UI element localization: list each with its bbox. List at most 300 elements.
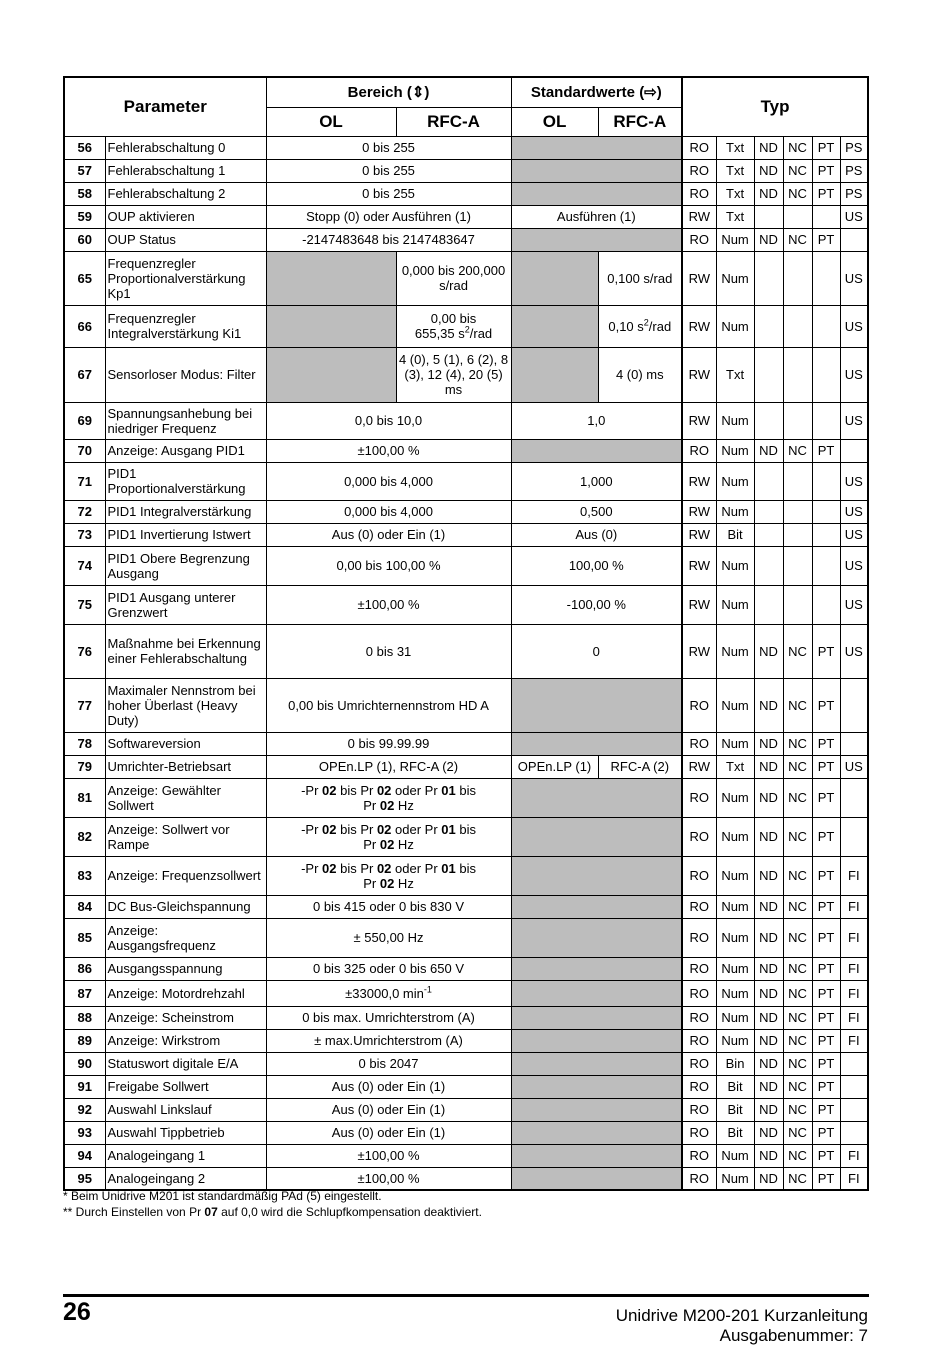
issue-number: Ausgabenummer: 7 <box>719 1326 868 1345</box>
type-flag: FI <box>840 1029 868 1052</box>
range-value: ±100,00 % <box>266 1167 511 1190</box>
default-value: Aus (0) <box>511 523 682 546</box>
type-flag: RO <box>682 778 716 817</box>
range-value: 0 bis 255 <box>266 182 511 205</box>
default-ol-empty <box>511 347 598 402</box>
range-value: ± max.Umrichterstrom (A) <box>266 1029 511 1052</box>
type-flag: RO <box>682 136 716 159</box>
type-flag: PT <box>812 182 840 205</box>
footnotes <box>63 1188 482 1220</box>
type-flag: RO <box>682 228 716 251</box>
default-empty <box>511 439 682 462</box>
default-empty <box>511 1098 682 1121</box>
table-row <box>64 228 868 251</box>
param-name: Spannungsanhebung bei niedriger Frequenz <box>105 402 266 439</box>
table-row <box>64 624 868 678</box>
type-flag: ND <box>754 1052 783 1075</box>
range-value: -Pr 02 bis Pr 02 oder Pr 01 bis Pr 02 Hz <box>266 778 511 817</box>
type-flag: US <box>840 523 868 546</box>
param-name: Maximaler Nennstrom bei hoher Überlast (Heavy Duty) <box>105 678 266 732</box>
type-flag: NC <box>783 678 812 732</box>
default-rfca: RFC-A (2) <box>598 755 682 778</box>
default-ol-empty <box>511 251 598 305</box>
table-row <box>64 1167 868 1190</box>
param-name: Anzeige: Gewählter Sollwert <box>105 778 266 817</box>
type-flag <box>754 462 783 500</box>
type-flag: NC <box>783 1098 812 1121</box>
param-name: Freigabe Sollwert <box>105 1075 266 1098</box>
param-number: 89 <box>64 1029 105 1052</box>
type-flag: RW <box>682 205 716 228</box>
type-flag <box>783 462 812 500</box>
type-flag: ND <box>754 624 783 678</box>
type-flag: Num <box>716 228 754 251</box>
type-flag: Txt <box>716 136 754 159</box>
type-flag: NC <box>783 136 812 159</box>
range-value: 0 bis 2047 <box>266 1052 511 1075</box>
header-defaults-ol: OL <box>511 107 598 136</box>
type-flag <box>840 1121 868 1144</box>
type-flag: NC <box>783 1006 812 1029</box>
param-number: 67 <box>64 347 105 402</box>
type-flag: NC <box>783 732 812 755</box>
table-row <box>64 402 868 439</box>
type-flag: Bit <box>716 1075 754 1098</box>
range-value: Aus (0) oder Ein (1) <box>266 1098 511 1121</box>
type-flag <box>812 462 840 500</box>
type-flag: RO <box>682 1052 716 1075</box>
range-ol-empty <box>266 251 396 305</box>
type-flag: US <box>840 462 868 500</box>
table-row <box>64 523 868 546</box>
type-flag: FI <box>840 918 868 957</box>
type-flag: ND <box>754 1075 783 1098</box>
type-flag: PT <box>812 1121 840 1144</box>
type-flag: Num <box>716 1167 754 1190</box>
type-flag <box>783 500 812 523</box>
type-flag: ND <box>754 980 783 1006</box>
table-row <box>64 1098 868 1121</box>
type-flag: RW <box>682 546 716 585</box>
type-flag: US <box>840 585 868 624</box>
default-empty <box>511 678 682 732</box>
param-name: Anzeige: Motordrehzahl <box>105 980 266 1006</box>
range-value: Aus (0) oder Ein (1) <box>266 1121 511 1144</box>
type-flag: US <box>840 251 868 305</box>
table-row <box>64 305 868 347</box>
type-flag: PT <box>812 1075 840 1098</box>
type-flag <box>840 1075 868 1098</box>
param-number: 74 <box>64 546 105 585</box>
type-flag <box>783 546 812 585</box>
default-ol-empty <box>511 305 598 347</box>
range-value: -Pr 02 bis Pr 02 oder Pr 01 bis Pr 02 Hz <box>266 817 511 856</box>
param-name: Analogeingang 2 <box>105 1167 266 1190</box>
type-flag <box>840 439 868 462</box>
type-flag: Txt <box>716 182 754 205</box>
table-row <box>64 856 868 895</box>
type-flag: RW <box>682 402 716 439</box>
range-value: 0 bis 31 <box>266 624 511 678</box>
type-flag <box>783 305 812 347</box>
range-ol-empty <box>266 347 396 402</box>
range-value: 0,000 bis 4,000 <box>266 462 511 500</box>
type-flag: ND <box>754 1098 783 1121</box>
param-name: Anzeige: Wirkstrom <box>105 1029 266 1052</box>
parameter-table <box>63 76 869 1191</box>
type-flag: RO <box>682 895 716 918</box>
type-flag: RO <box>682 732 716 755</box>
type-flag <box>840 778 868 817</box>
param-number: 83 <box>64 856 105 895</box>
type-flag: Num <box>716 918 754 957</box>
param-number: 70 <box>64 439 105 462</box>
type-flag <box>840 1098 868 1121</box>
type-flag: RO <box>682 918 716 957</box>
range-value: -Pr 02 bis Pr 02 oder Pr 01 bis Pr 02 Hz <box>266 856 511 895</box>
default-value: Ausführen (1) <box>511 205 682 228</box>
type-flag: Num <box>716 251 754 305</box>
type-flag: RO <box>682 1098 716 1121</box>
default-empty <box>511 182 682 205</box>
default-rfca: 0,100 s/rad <box>598 251 682 305</box>
type-flag: RO <box>682 1029 716 1052</box>
param-name: Analogeingang 1 <box>105 1144 266 1167</box>
range-value: 0 bis 255 <box>266 159 511 182</box>
table-row <box>64 732 868 755</box>
table-row <box>64 1052 868 1075</box>
param-number: 77 <box>64 678 105 732</box>
param-number: 93 <box>64 1121 105 1144</box>
table-row <box>64 136 868 159</box>
default-empty <box>511 980 682 1006</box>
type-flag: Bin <box>716 1052 754 1075</box>
table-row <box>64 159 868 182</box>
param-name: Maßnahme bei Erkennung einer Fehlerabschaltung <box>105 624 266 678</box>
type-flag: ND <box>754 1029 783 1052</box>
type-flag: NC <box>783 778 812 817</box>
header-parameter: Parameter <box>64 77 266 136</box>
type-flag: Bit <box>716 1098 754 1121</box>
type-flag <box>754 523 783 546</box>
type-flag: ND <box>754 1144 783 1167</box>
param-number: 60 <box>64 228 105 251</box>
default-rfca: 4 (0) ms <box>598 347 682 402</box>
type-flag: PT <box>812 856 840 895</box>
type-flag: NC <box>783 856 812 895</box>
table-row <box>64 1075 868 1098</box>
param-number: 79 <box>64 755 105 778</box>
range-value: 0 bis 325 oder 0 bis 650 V <box>266 957 511 980</box>
table-row <box>64 895 868 918</box>
footnote-2: ** Durch Einstellen von Pr 07 auf 0,0 wird die Schlupfkompensation deaktiviert. <box>63 1205 482 1219</box>
type-flag: ND <box>754 755 783 778</box>
default-ol: OPEn.LP (1) <box>511 755 598 778</box>
type-flag: Num <box>716 546 754 585</box>
default-empty <box>511 895 682 918</box>
range-value: Aus (0) oder Ein (1) <box>266 523 511 546</box>
type-flag: Num <box>716 1144 754 1167</box>
param-name: Anzeige: Ausgangsfrequenz <box>105 918 266 957</box>
type-flag: NC <box>783 1167 812 1190</box>
type-flag: PT <box>812 1167 840 1190</box>
param-name: Fehlerabschaltung 0 <box>105 136 266 159</box>
type-flag <box>783 585 812 624</box>
type-flag: US <box>840 205 868 228</box>
param-name: Frequenzregler Proportionalverstärkung Kp1 <box>105 251 266 305</box>
param-name: PID1 Proportionalverstärkung <box>105 462 266 500</box>
type-flag: ND <box>754 678 783 732</box>
type-flag: NC <box>783 159 812 182</box>
type-flag: Num <box>716 732 754 755</box>
param-name: Statuswort digitale E/A <box>105 1052 266 1075</box>
type-flag: ND <box>754 918 783 957</box>
range-value: ±33000,0 $\min^{-1}$ <box>266 980 511 1006</box>
type-flag: ND <box>754 228 783 251</box>
range-rfca: 0,00 bis 655,35 $s^2$/rad <box>396 305 511 347</box>
default-value: 100,00 % <box>511 546 682 585</box>
type-flag: ND <box>754 1006 783 1029</box>
page-number: 26 <box>63 1298 91 1326</box>
type-flag <box>783 347 812 402</box>
type-flag: Num <box>716 624 754 678</box>
param-name: Auswahl Tippbetrieb <box>105 1121 266 1144</box>
type-flag: Txt <box>716 159 754 182</box>
param-name: PID1 Ausgang unterer Grenzwert <box>105 585 266 624</box>
type-flag: FI <box>840 980 868 1006</box>
type-flag <box>783 402 812 439</box>
type-flag: RO <box>682 1121 716 1144</box>
type-flag <box>754 546 783 585</box>
type-flag: NC <box>783 957 812 980</box>
type-flag: PT <box>812 957 840 980</box>
type-flag: RO <box>682 1144 716 1167</box>
param-number: 90 <box>64 1052 105 1075</box>
type-flag: Num <box>716 817 754 856</box>
range-value: 0,00 bis Umrichternennstrom HD A <box>266 678 511 732</box>
type-flag: PT <box>812 1052 840 1075</box>
type-flag: US <box>840 500 868 523</box>
type-flag <box>840 228 868 251</box>
header-type: Typ <box>682 77 868 136</box>
param-name: Sensorloser Modus: Filter <box>105 347 266 402</box>
type-flag <box>812 251 840 305</box>
param-number: 59 <box>64 205 105 228</box>
type-flag: ND <box>754 957 783 980</box>
footnote-1: * Beim Unidrive M201 ist standardmäßig PAd (5) eingestellt. <box>63 1189 382 1203</box>
type-flag: ND <box>754 817 783 856</box>
type-flag: RO <box>682 182 716 205</box>
type-flag: Txt <box>716 347 754 402</box>
type-flag: US <box>840 402 868 439</box>
type-flag: RO <box>682 159 716 182</box>
type-flag: FI <box>840 895 868 918</box>
type-flag <box>812 205 840 228</box>
table-row <box>64 205 868 228</box>
type-flag: FI <box>840 856 868 895</box>
type-flag: Num <box>716 585 754 624</box>
default-empty <box>511 228 682 251</box>
default-empty <box>511 1121 682 1144</box>
type-flag: RO <box>682 678 716 732</box>
header-defaults: Standardwerte (⇨) <box>511 77 682 107</box>
header-range-rfca: RFC-A <box>396 107 511 136</box>
type-flag <box>754 402 783 439</box>
default-empty <box>511 136 682 159</box>
type-flag <box>754 251 783 305</box>
param-number: 76 <box>64 624 105 678</box>
type-flag: PT <box>812 678 840 732</box>
type-flag: NC <box>783 755 812 778</box>
param-name: Frequenzregler Integralverstärkung Ki1 <box>105 305 266 347</box>
type-flag <box>812 546 840 585</box>
type-flag: Num <box>716 1006 754 1029</box>
param-number: 95 <box>64 1167 105 1190</box>
table-body <box>64 136 868 1190</box>
type-flag: Num <box>716 895 754 918</box>
type-flag: PS <box>840 159 868 182</box>
default-value: 1,000 <box>511 462 682 500</box>
table-row <box>64 1029 868 1052</box>
param-name: Ausgangsspannung <box>105 957 266 980</box>
type-flag: PT <box>812 778 840 817</box>
default-value: 0 <box>511 624 682 678</box>
type-flag: ND <box>754 136 783 159</box>
range-value: -2147483648 bis 2147483647 <box>266 228 511 251</box>
range-value: 0 bis max. Umrichterstrom (A) <box>266 1006 511 1029</box>
table-row <box>64 778 868 817</box>
param-number: 56 <box>64 136 105 159</box>
type-flag: US <box>840 755 868 778</box>
type-flag: Num <box>716 957 754 980</box>
type-flag <box>754 500 783 523</box>
type-flag: PT <box>812 1144 840 1167</box>
type-flag: NC <box>783 1052 812 1075</box>
param-number: 81 <box>64 778 105 817</box>
param-number: 91 <box>64 1075 105 1098</box>
type-flag <box>812 402 840 439</box>
default-empty <box>511 1167 682 1190</box>
type-flag: NC <box>783 624 812 678</box>
param-number: 65 <box>64 251 105 305</box>
table-row <box>64 251 868 305</box>
range-rfca: 4 (0), 5 (1), 6 (2), 8 (3), 12 (4), 20 (5) ms <box>396 347 511 402</box>
default-value: 0,500 <box>511 500 682 523</box>
param-number: 78 <box>64 732 105 755</box>
type-flag: RW <box>682 500 716 523</box>
type-flag: PT <box>812 136 840 159</box>
range-rfca: 0,000 bis 200,000 s/rad <box>396 251 511 305</box>
type-flag <box>783 251 812 305</box>
default-empty <box>511 159 682 182</box>
range-ol-empty <box>266 305 396 347</box>
table-row <box>64 546 868 585</box>
param-name: PID1 Obere Begrenzung Ausgang <box>105 546 266 585</box>
type-flag: NC <box>783 1121 812 1144</box>
default-empty <box>511 732 682 755</box>
table-row <box>64 585 868 624</box>
param-name: Anzeige: Ausgang PID1 <box>105 439 266 462</box>
param-name: Auswahl Linkslauf <box>105 1098 266 1121</box>
type-flag <box>840 1052 868 1075</box>
type-flag: US <box>840 305 868 347</box>
type-flag: ND <box>754 182 783 205</box>
type-flag: NC <box>783 817 812 856</box>
type-flag: NC <box>783 439 812 462</box>
range-value: OPEn.LP (1), RFC-A (2) <box>266 755 511 778</box>
type-flag: US <box>840 347 868 402</box>
range-value: Stopp (0) oder Ausführen (1) <box>266 205 511 228</box>
type-flag: RW <box>682 251 716 305</box>
table-row <box>64 182 868 205</box>
type-flag: NC <box>783 918 812 957</box>
param-number: 66 <box>64 305 105 347</box>
type-flag: RO <box>682 817 716 856</box>
default-rfca: 0,10 $s^2$/rad <box>598 305 682 347</box>
table-row <box>64 918 868 957</box>
range-value: Aus (0) oder Ein (1) <box>266 1075 511 1098</box>
type-flag: ND <box>754 856 783 895</box>
type-flag <box>754 347 783 402</box>
type-flag: RO <box>682 1167 716 1190</box>
type-flag: ND <box>754 895 783 918</box>
param-name: PID1 Invertierung Istwert <box>105 523 266 546</box>
default-empty <box>511 1144 682 1167</box>
default-value: -100,00 % <box>511 585 682 624</box>
range-value: 0 bis 415 oder 0 bis 830 V <box>266 895 511 918</box>
param-name: Anzeige: Sollwert vor Rampe <box>105 817 266 856</box>
table-row <box>64 1006 868 1029</box>
param-number: 88 <box>64 1006 105 1029</box>
type-flag: PT <box>812 159 840 182</box>
param-number: 84 <box>64 895 105 918</box>
type-flag: FI <box>840 1006 868 1029</box>
range-value: 0,00 bis 100,00 % <box>266 546 511 585</box>
type-flag: Num <box>716 1029 754 1052</box>
param-name: PID1 Integralverstärkung <box>105 500 266 523</box>
type-flag: ND <box>754 778 783 817</box>
param-name: Anzeige: Frequenzsollwert <box>105 856 266 895</box>
type-flag: NC <box>783 1144 812 1167</box>
param-number: 73 <box>64 523 105 546</box>
param-name: Fehlerabschaltung 2 <box>105 182 266 205</box>
default-empty <box>511 918 682 957</box>
table-row <box>64 1121 868 1144</box>
param-number: 69 <box>64 402 105 439</box>
type-flag: ND <box>754 439 783 462</box>
type-flag: PT <box>812 755 840 778</box>
param-number: 94 <box>64 1144 105 1167</box>
type-flag <box>812 347 840 402</box>
default-empty <box>511 1075 682 1098</box>
default-empty <box>511 856 682 895</box>
type-flag: RW <box>682 347 716 402</box>
range-value: 0 bis 255 <box>266 136 511 159</box>
type-flag <box>812 585 840 624</box>
type-flag <box>783 523 812 546</box>
default-empty <box>511 1029 682 1052</box>
type-flag: PT <box>812 1098 840 1121</box>
table-row <box>64 347 868 402</box>
type-flag: NC <box>783 182 812 205</box>
type-flag: ND <box>754 732 783 755</box>
type-flag: PT <box>812 817 840 856</box>
type-flag: PT <box>812 228 840 251</box>
type-flag <box>754 305 783 347</box>
type-flag: Txt <box>716 755 754 778</box>
type-flag: Num <box>716 402 754 439</box>
type-flag: ND <box>754 159 783 182</box>
